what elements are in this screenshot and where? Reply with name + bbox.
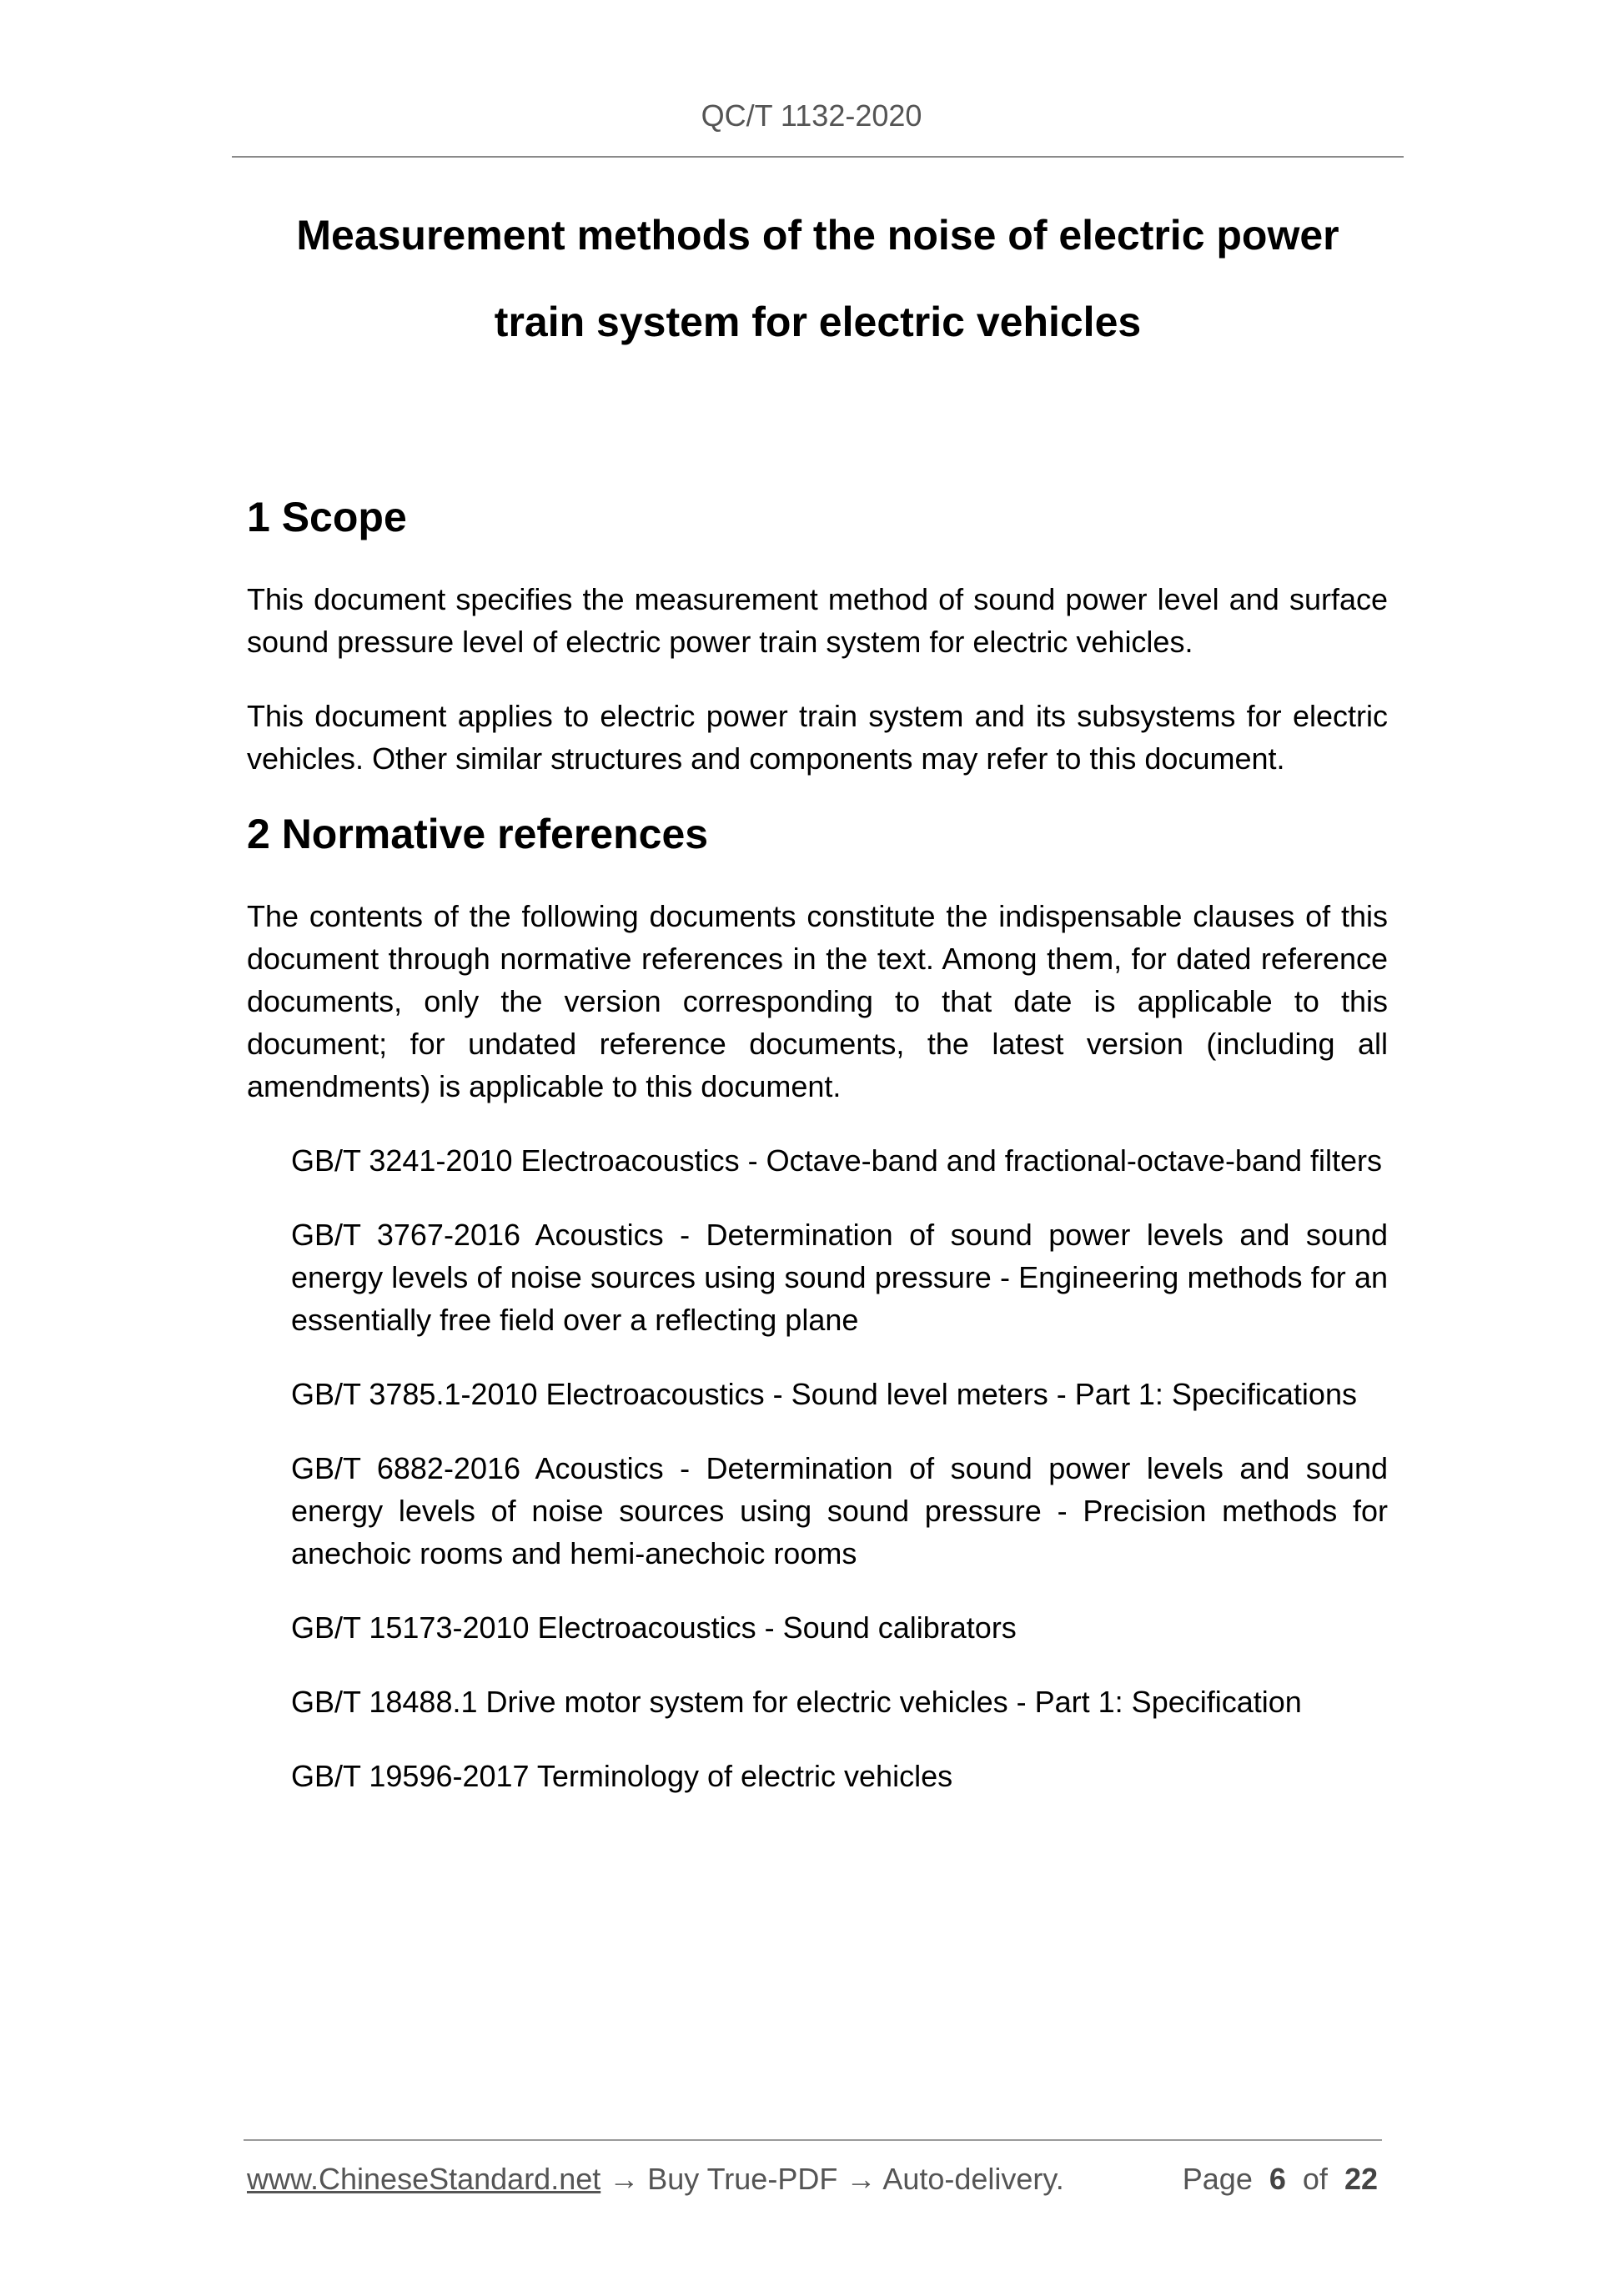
footer-promo: [247, 2162, 1064, 2197]
page-footer: [247, 2162, 1378, 2197]
reference-item: GB/T 3767-2016 Acoustics - Determination of sound power levels and sound energy levels of noise sources using sound pressure - Engineering methods for an essentially free field over a reflecting plane: [291, 1218, 1388, 1337]
title-line-1: Measurement methods of the noise of electric power: [296, 212, 1339, 259]
title-line-2: train system for electric vehicles: [494, 299, 1142, 345]
header-divider: [232, 156, 1404, 158]
reference-item: GB/T 6882-2016 Acoustics - Determination of sound power levels and sound energy levels of noise sources using sound pressure - Precision methods for anechoic rooms and hemi-anechoic rooms: [291, 1451, 1388, 1570]
document-body: [247, 488, 1388, 1829]
scope-paragraph-2: This document applies to electric power train system and its subsystems for electric vehicles. Other similar structures and components may refer to this document.: [247, 699, 1388, 776]
page-indicator: [1183, 2162, 1378, 2197]
normative-references-intro: The contents of the following documents constitute the indispensable clauses of this document through normative references in the text. Among them, for dated reference documents, only the version corresponding to that date is applicable to this document; for undated reference documents, the latest version (including all amendments) is applicable to this document.: [247, 899, 1388, 1103]
chinesestandard-link[interactable]: www.ChineseStandard.net: [247, 2162, 601, 2196]
page-current: 6: [1269, 2162, 1286, 2196]
section-heading-scope: 1 Scope: [247, 494, 407, 540]
page-total: 22: [1344, 2162, 1378, 2196]
footer-promo-text: → Buy True-PDF → Auto-delivery.: [600, 2162, 1064, 2196]
reference-item: GB/T 15173-2010 Electroacoustics - Sound calibrators: [291, 1610, 1017, 1645]
section-heading-normative-references: 2 Normative references: [247, 811, 709, 857]
page-label: Page: [1182, 2162, 1253, 2196]
reference-list: [247, 1139, 1388, 1797]
document-title: [232, 192, 1404, 365]
document-code-header: QC/T 1132-2020: [701, 98, 922, 133]
reference-item: GB/T 3785.1-2010 Electroacoustics - Sound level meters - Part 1: Specifications: [291, 1377, 1357, 1411]
reference-item: GB/T 19596-2017 Terminology of electric vehicles: [291, 1759, 953, 1793]
page-of-label: of: [1302, 2162, 1328, 2196]
scope-paragraph-1: This document specifies the measurement method of sound power level and surface sound pressure level of electric power train system for electric vehicles.: [247, 582, 1388, 659]
footer-divider: [244, 2139, 1382, 2141]
reference-item: GB/T 18488.1 Drive motor system for electric vehicles - Part 1: Specification: [291, 1685, 1302, 1719]
reference-item: GB/T 3241-2010 Electroacoustics - Octave-band and fractional-octave-band filters: [291, 1143, 1383, 1178]
